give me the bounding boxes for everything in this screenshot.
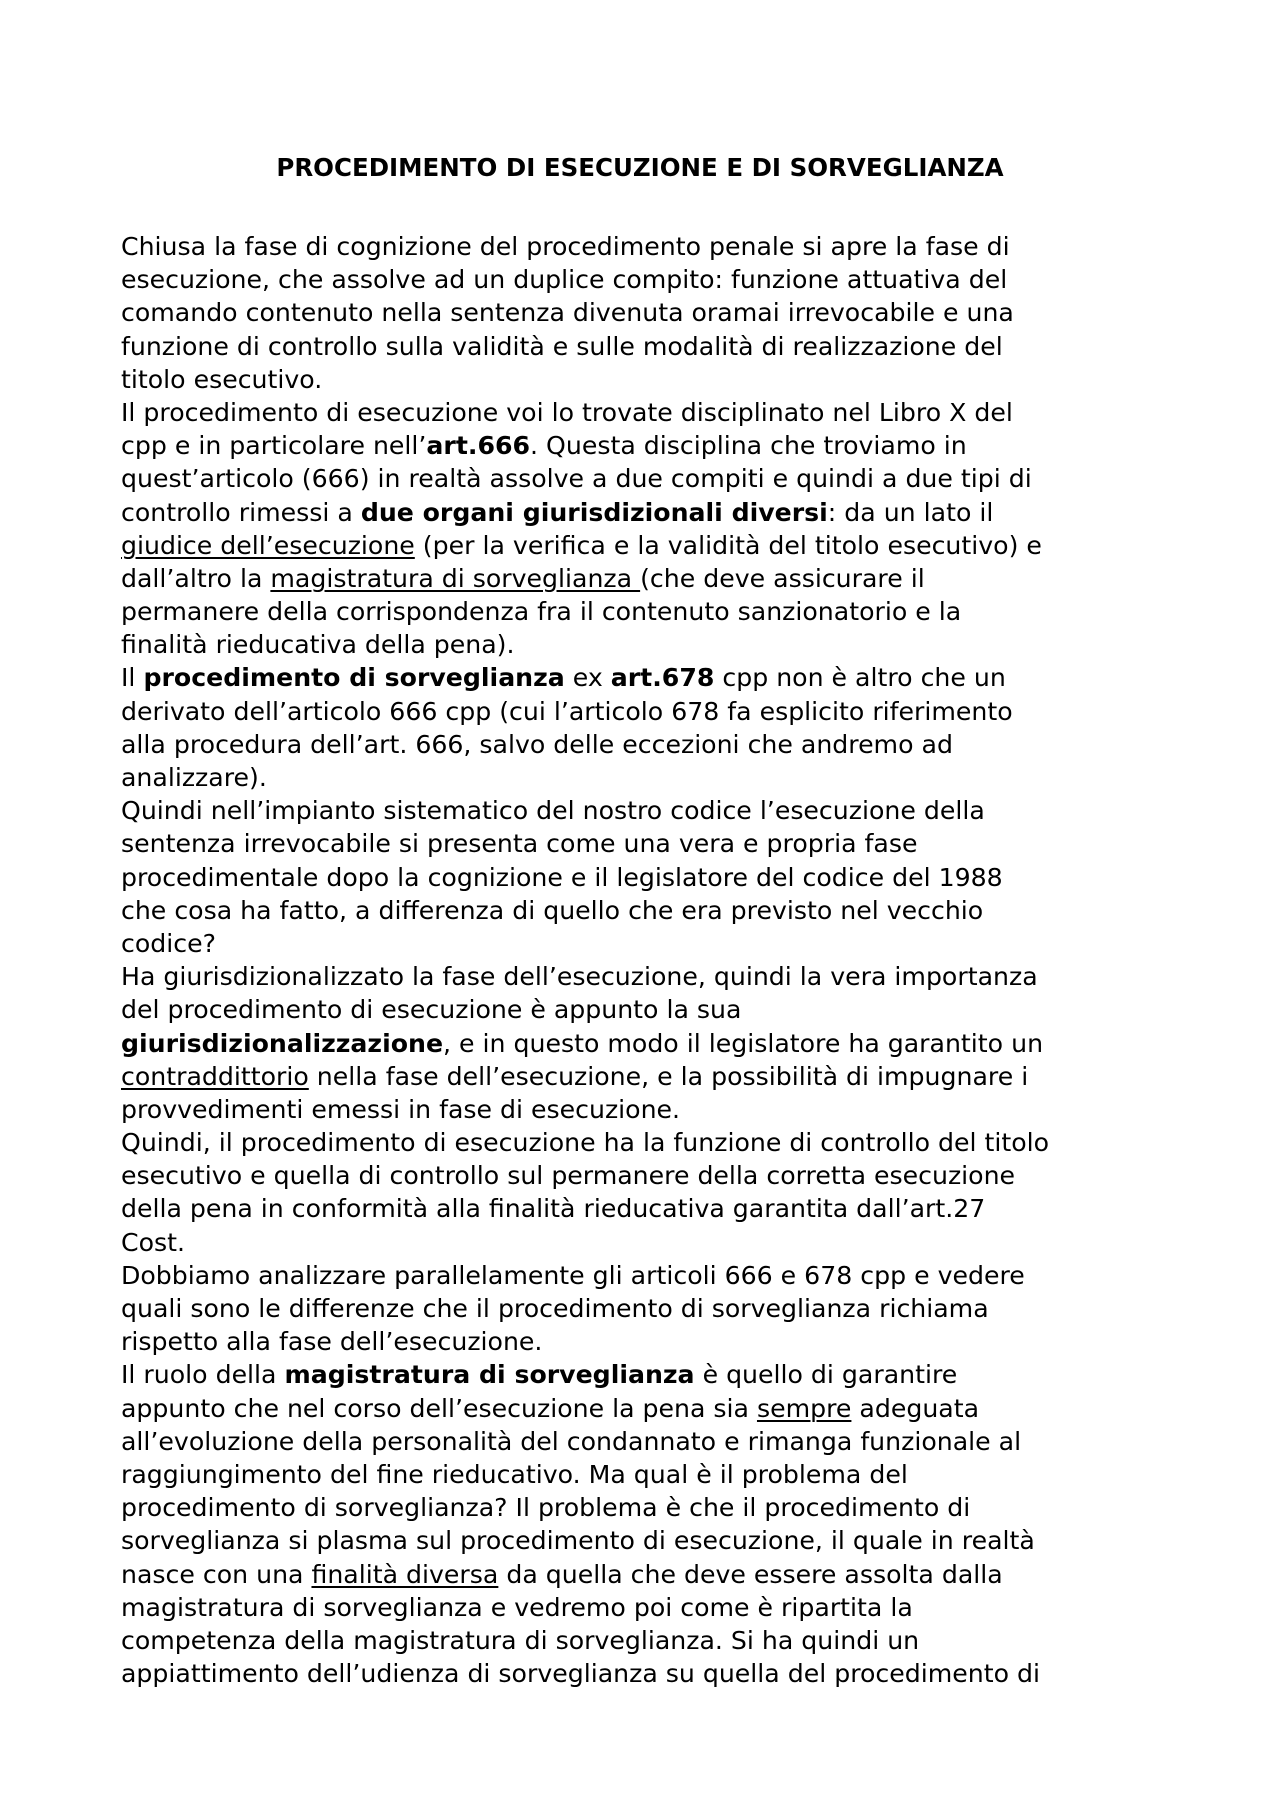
- bold-text: due organi giurisdizionali diversi: [360, 497, 828, 527]
- text-line: [121, 230, 1181, 263]
- text-segment: cpp e in particolare nell’: [121, 431, 427, 461]
- text-segment: all’evoluzione della personalità del condannato e rimanga funzionale al: [121, 1426, 1022, 1456]
- text-segment: Il ruolo della: [121, 1360, 285, 1390]
- text-segment: derivato dell’articolo 666 cpp (cui l’articolo 678 fa esplicito riferimento: [121, 696, 1013, 726]
- text-segment: raggiungimento del fine rieducativo. Ma qual è il problema del: [121, 1459, 908, 1489]
- text-segment: del procedimento di esecuzione è appunto la sua: [121, 995, 742, 1025]
- text-segment: , e in questo modo il legislatore ha garantito un: [443, 1028, 1044, 1058]
- text-line: [121, 1358, 1181, 1391]
- text-line: [121, 496, 1181, 529]
- text-line: [121, 1126, 1181, 1159]
- bold-text: procedimento di sorveglianza: [143, 663, 565, 693]
- document-body: [121, 230, 1181, 1690]
- text-line: [121, 1192, 1181, 1225]
- text-segment: Ha giurisdizionalizzato la fase dell’esecuzione, quindi la vera importanza: [121, 962, 1038, 992]
- text-segment: (che deve assicurare il: [640, 563, 925, 593]
- text-segment: magistratura di sorveglianza e vedremo poi come è ripartita la: [121, 1592, 913, 1622]
- text-line: [121, 396, 1181, 429]
- text-segment: finalità rieducativa della pena).: [121, 630, 515, 660]
- text-line: [121, 429, 1181, 462]
- text-line: [121, 296, 1181, 329]
- bold-text: magistratura di sorveglianza: [284, 1360, 695, 1390]
- text-segment: procedimentale dopo la cognizione e il legislatore del codice del 1988: [121, 862, 1003, 892]
- text-line: [121, 1458, 1181, 1491]
- underlined-text: finalità diversa: [311, 1559, 499, 1589]
- text-line: [121, 1292, 1181, 1325]
- document-title: PROCEDIMENTO DI ESECUZIONE E DI SORVEGLIANZA: [276, 153, 1004, 182]
- text-segment: titolo esecutivo.: [121, 364, 323, 394]
- underlined-text: sempre: [756, 1393, 852, 1423]
- text-segment: provvedimenti emessi in fase di esecuzione.: [121, 1094, 681, 1124]
- text-line: [121, 1259, 1181, 1292]
- text-segment: adeguata: [851, 1393, 980, 1423]
- text-segment: Il: [121, 663, 144, 693]
- text-line: [121, 462, 1181, 495]
- text-line: [121, 363, 1181, 396]
- text-line: [121, 661, 1181, 694]
- text-line: [121, 1591, 1181, 1624]
- text-segment: quali sono le differenze che il procedimento di sorveglianza richiama: [121, 1294, 989, 1323]
- text-segment: procedimento di sorveglianza? Il problema è che il procedimento di: [121, 1493, 971, 1523]
- text-segment: dall’altro la: [121, 563, 271, 593]
- text-line: [121, 1027, 1181, 1060]
- text-line: [121, 1226, 1181, 1259]
- text-segment: codice?: [121, 928, 216, 958]
- text-line: [121, 1491, 1181, 1524]
- text-segment: della pena in conformità alla finalità rieducativa garantita dall’art.27: [121, 1194, 986, 1224]
- text-segment: quest’articolo (666) in realtà assolve a due compiti e quindi a due tipi di: [121, 464, 1032, 494]
- text-line: [121, 761, 1181, 794]
- text-line: [121, 927, 1181, 960]
- text-line: [121, 794, 1181, 827]
- text-line: [121, 1159, 1181, 1192]
- text-segment: analizzare).: [121, 763, 267, 792]
- text-line: [121, 1425, 1181, 1458]
- bold-text: art.678: [610, 663, 715, 693]
- bold-text: giurisdizionalizzazione: [121, 1028, 444, 1058]
- text-line: [121, 1524, 1181, 1557]
- text-segment: Cost.: [121, 1227, 186, 1257]
- text-line: [121, 595, 1181, 628]
- text-segment: funzione di controllo sulla validità e sulle modalità di realizzazione del: [121, 331, 1003, 361]
- text-line: [121, 263, 1181, 296]
- text-line: [121, 728, 1181, 761]
- text-segment: cpp non è altro che un: [714, 663, 1006, 693]
- underlined-text: magistratura di sorveglianza: [270, 563, 641, 593]
- text-line: [121, 695, 1181, 728]
- underlined-text: giudice dell’esecuzione: [121, 530, 415, 560]
- text-segment: esecuzione, che assolve ad un duplice compito: funzione attuativa del: [121, 265, 1008, 295]
- text-segment: alla procedura dell’art. 666, salvo delle eccezioni che andremo ad: [121, 729, 953, 759]
- text-segment: appiattimento dell’udienza di sorveglianza su quella del procedimento di: [121, 1659, 1041, 1689]
- text-segment: permanere della corrispondenza fra il contenuto sanzionatorio e la: [121, 597, 962, 627]
- text-segment: appunto che nel corso dell’esecuzione la pena sia: [121, 1393, 757, 1423]
- text-line: [121, 628, 1181, 661]
- text-segment: ex: [564, 663, 611, 693]
- text-line: [121, 330, 1181, 363]
- text-segment: è quello di garantire: [694, 1360, 958, 1390]
- text-segment: esecutivo e quella di controllo sul permanere della corretta esecuzione: [121, 1161, 1016, 1191]
- text-segment: sorveglianza si plasma sul procedimento di esecuzione, il quale in realtà: [121, 1526, 1035, 1556]
- text-segment: Quindi nell’impianto sistematico del nostro codice l’esecuzione della: [121, 796, 985, 826]
- text-segment: comando contenuto nella sentenza divenuta oramai irrevocabile e una: [121, 298, 1014, 328]
- text-segment: da quella che deve essere assolta dalla: [498, 1559, 1003, 1589]
- text-line: [121, 861, 1181, 894]
- text-line: [121, 1657, 1181, 1690]
- underlined-text: contraddittorio: [121, 1061, 309, 1091]
- text-segment: che cosa ha fatto, a differenza di quello che era previsto nel vecchio: [121, 895, 984, 925]
- text-line: [121, 993, 1181, 1026]
- text-line: [121, 827, 1181, 860]
- text-line: [121, 1392, 1181, 1425]
- text-segment: sentenza irrevocabile si presenta come una vera e propria fase: [121, 829, 918, 859]
- text-line: [121, 1325, 1181, 1358]
- text-segment: Quindi, il procedimento di esecuzione ha la funzione di controllo del titolo: [121, 1128, 1050, 1158]
- text-segment: nasce con una: [121, 1559, 312, 1589]
- text-line: [121, 1624, 1181, 1657]
- text-segment: controllo rimessi a: [121, 497, 361, 527]
- text-segment: competenza della magistratura di sorveglianza. Si ha quindi un: [121, 1625, 920, 1655]
- text-line: [121, 1558, 1181, 1591]
- text-line: [121, 1060, 1181, 1093]
- text-segment: : da un lato il: [827, 497, 994, 527]
- text-line: [121, 562, 1181, 595]
- text-segment: nella fase dell’esecuzione, e la possibilità di impugnare i: [308, 1061, 1029, 1091]
- text-segment: rispetto alla fase dell’esecuzione.: [121, 1327, 543, 1357]
- text-line: [121, 529, 1181, 562]
- text-line: [121, 960, 1181, 993]
- text-segment: Dobbiamo analizzare parallelamente gli articoli 666 e 678 cpp e vedere: [121, 1260, 1025, 1290]
- text-segment: (per la verifica e la validità del titolo esecutivo) e: [414, 530, 1042, 560]
- text-segment: . Questa disciplina che troviamo in: [530, 431, 967, 461]
- bold-text: art.666: [426, 431, 531, 461]
- text-line: [121, 1093, 1181, 1126]
- text-line: [121, 894, 1181, 927]
- text-segment: Chiusa la fase di cognizione del procedimento penale si apre la fase di: [121, 232, 1010, 261]
- text-segment: Il procedimento di esecuzione voi lo trovate disciplinato nel Libro X del: [121, 397, 1013, 427]
